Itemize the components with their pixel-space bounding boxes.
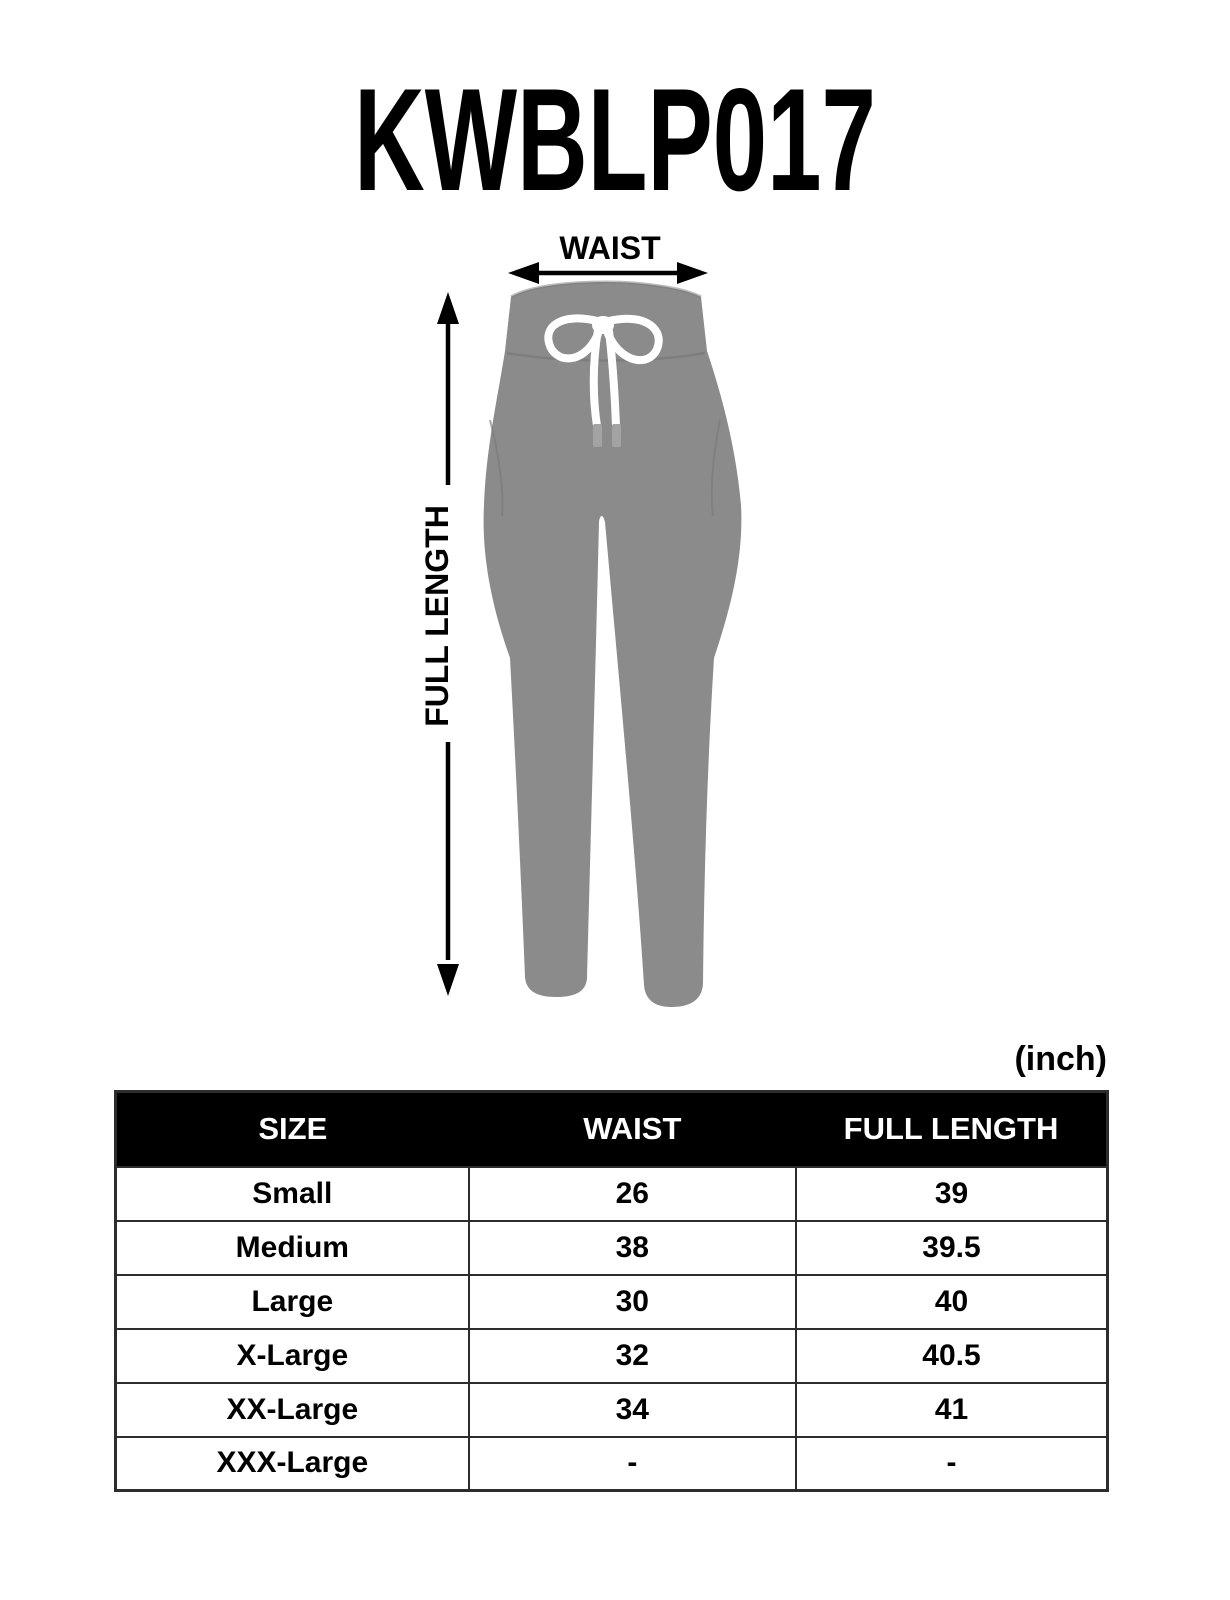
size-cell: XX-Large (116, 1383, 469, 1437)
right-aglet (612, 424, 621, 447)
size-cell: XXX-Large (116, 1437, 469, 1491)
size-table-header-waist: WAIST (469, 1092, 796, 1167)
waist-cell: 38 (469, 1221, 796, 1275)
size-table-row (116, 1275, 1108, 1329)
size-table-header-full-length: FULL LENGTH (796, 1092, 1108, 1167)
waist-cell: 34 (469, 1383, 796, 1437)
full-length-cell: 39.5 (796, 1221, 1108, 1275)
size-table-row (116, 1167, 1108, 1221)
size-table-row (116, 1437, 1108, 1491)
pants-illustration (484, 282, 742, 1007)
waist-cell: 32 (469, 1329, 796, 1383)
measurement-diagram (390, 215, 790, 1015)
unit-label: (inch) (1014, 1040, 1107, 1078)
size-cell: X-Large (116, 1329, 469, 1383)
size-cell: Large (116, 1275, 469, 1329)
full-length-measure-label: FULL LENGTH (419, 505, 455, 727)
size-table-row (116, 1329, 1108, 1383)
size-table-header-row (116, 1092, 1108, 1167)
waist-cell: - (469, 1437, 796, 1491)
size-table-row (116, 1383, 1108, 1437)
waist-measure-label: WAIST (559, 230, 661, 266)
size-cell: Medium (116, 1221, 469, 1275)
waist-cell: 30 (469, 1275, 796, 1329)
full-length-cell: 40.5 (796, 1329, 1108, 1383)
size-cell: Small (116, 1167, 469, 1221)
drawstring-knot (592, 316, 614, 334)
waist-cell: 26 (469, 1167, 796, 1221)
size-table-header-size: SIZE (116, 1092, 469, 1167)
page-title: KWBLP017 (354, 58, 876, 221)
full-length-cell: 39 (796, 1167, 1108, 1221)
full-length-cell: 41 (796, 1383, 1108, 1437)
left-aglet (593, 424, 602, 447)
size-table (114, 1090, 1109, 1492)
full-length-cell: 40 (796, 1275, 1108, 1329)
full-length-cell: - (796, 1437, 1108, 1491)
size-table-row (116, 1221, 1108, 1275)
drawstring-left-tail (594, 330, 598, 426)
